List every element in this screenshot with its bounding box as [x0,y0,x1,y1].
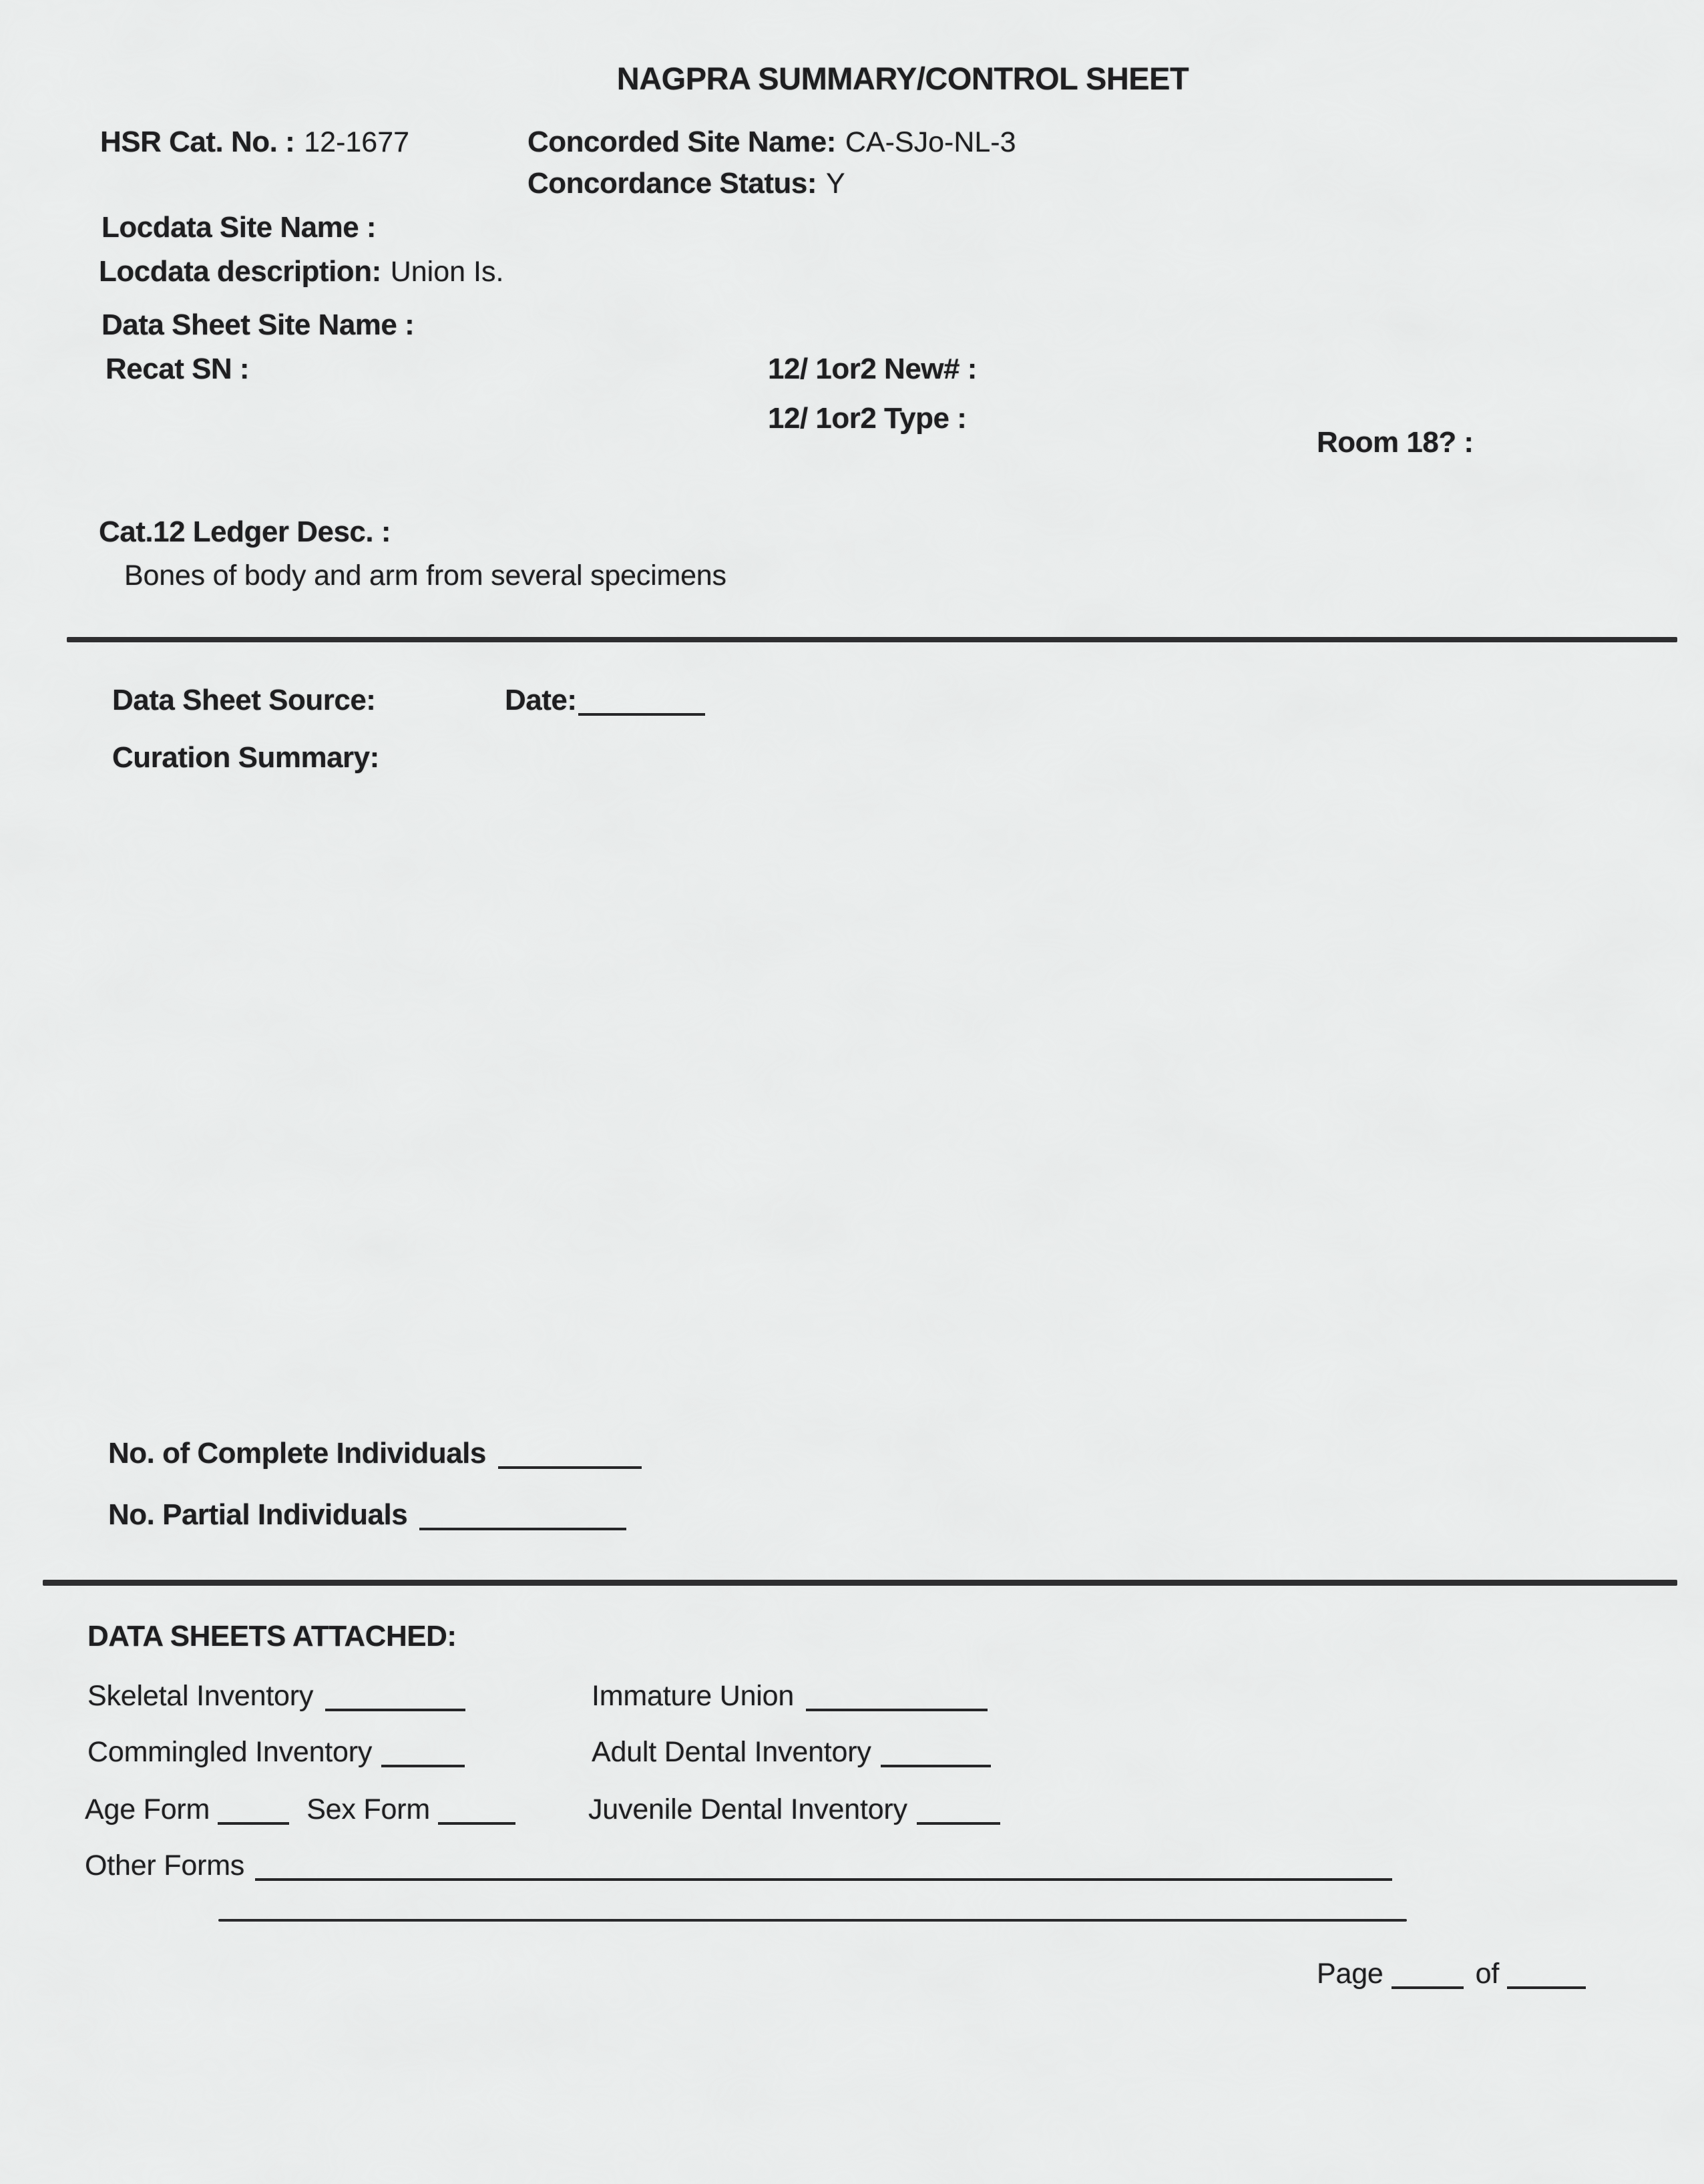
age-form-blank [218,1822,289,1825]
data-sheets-attached-heading: DATA SHEETS ATTACHED: [87,1620,457,1653]
commingled-inventory-row [87,1736,465,1769]
of-label: of [1475,1958,1500,1990]
immature-union-label: Immature Union [592,1680,795,1712]
ledger-desc-value: Bones of body and arm from several specimens [124,560,726,592]
skeletal-inventory-row [87,1680,465,1713]
new-number-label: 12/ 1or2 New# : [768,353,977,385]
age-form-label: Age Form [85,1793,210,1825]
concorded-site-name-row [527,126,1016,159]
locdata-description-value: Union Is. [390,256,504,288]
concordance-status-value: Y [826,168,845,200]
date-row [505,684,705,717]
hsr-cat-no-row [100,126,409,159]
immature-union-row [592,1680,988,1713]
date-label: Date: [505,684,577,716]
juvenile-dental-row [588,1793,1000,1826]
partial-individuals-blank [419,1528,626,1530]
concorded-site-name-label: Concorded Site Name: [527,126,836,158]
curation-summary-label: Curation Summary: [112,741,379,774]
other-forms-label: Other Forms [85,1849,245,1882]
skeletal-inventory-blank [325,1709,465,1711]
concorded-site-name-value: CA-SJo-NL-3 [845,126,1016,158]
room-18-label: Room 18? : [1317,426,1474,459]
page-of-row [1317,1958,1586,1990]
section-divider-bottom [43,1580,1677,1586]
type-label: 12/ 1or2 Type : [768,402,967,435]
partial-individuals-row [108,1498,626,1532]
sex-form-blank [438,1822,515,1825]
complete-individuals-row [108,1437,642,1470]
date-blank [578,713,705,716]
immature-union-blank [806,1709,988,1711]
data-sheet-source-label: Data Sheet Source: [112,684,376,716]
juvenile-dental-blank [917,1822,1000,1825]
adult-dental-label: Adult Dental Inventory [592,1736,871,1768]
recat-sn-label: Recat SN : [105,353,250,385]
complete-individuals-blank [498,1466,642,1469]
hsr-cat-no-label: HSR Cat. No. : [100,126,295,158]
ledger-desc-label: Cat.12 Ledger Desc. : [99,515,391,548]
page-number-blank [1392,1986,1464,1989]
page-total-blank [1507,1986,1586,1989]
concordance-status-label: Concordance Status: [527,167,817,200]
skeletal-inventory-label: Skeletal Inventory [87,1680,314,1712]
page-label: Page [1317,1958,1383,1990]
section-divider-top [67,637,1677,642]
form-title: NAGPRA SUMMARY/CONTROL SHEET [616,61,1189,96]
locdata-site-name-label: Locdata Site Name : [101,211,377,244]
locdata-description-label: Locdata description: [99,255,381,288]
concordance-status-row [527,167,845,200]
adult-dental-blank [881,1765,991,1767]
age-sex-form-row [85,1793,515,1826]
adult-dental-row [592,1736,991,1769]
other-forms-continuation-blank [218,1919,1407,1922]
commingled-inventory-label: Commingled Inventory [87,1736,373,1768]
commingled-inventory-blank [381,1765,465,1767]
other-forms-blank [255,1878,1392,1881]
juvenile-dental-label: Juvenile Dental Inventory [588,1793,907,1825]
hsr-cat-no-value: 12-1677 [304,126,410,158]
sex-form-label: Sex Form [306,1793,430,1825]
partial-individuals-label: No. Partial Individuals [108,1498,408,1531]
locdata-description-row [99,255,503,288]
other-forms-row [85,1849,1392,1882]
complete-individuals-label: No. of Complete Individuals [108,1437,486,1470]
data-sheet-site-name-label: Data Sheet Site Name : [101,308,415,341]
